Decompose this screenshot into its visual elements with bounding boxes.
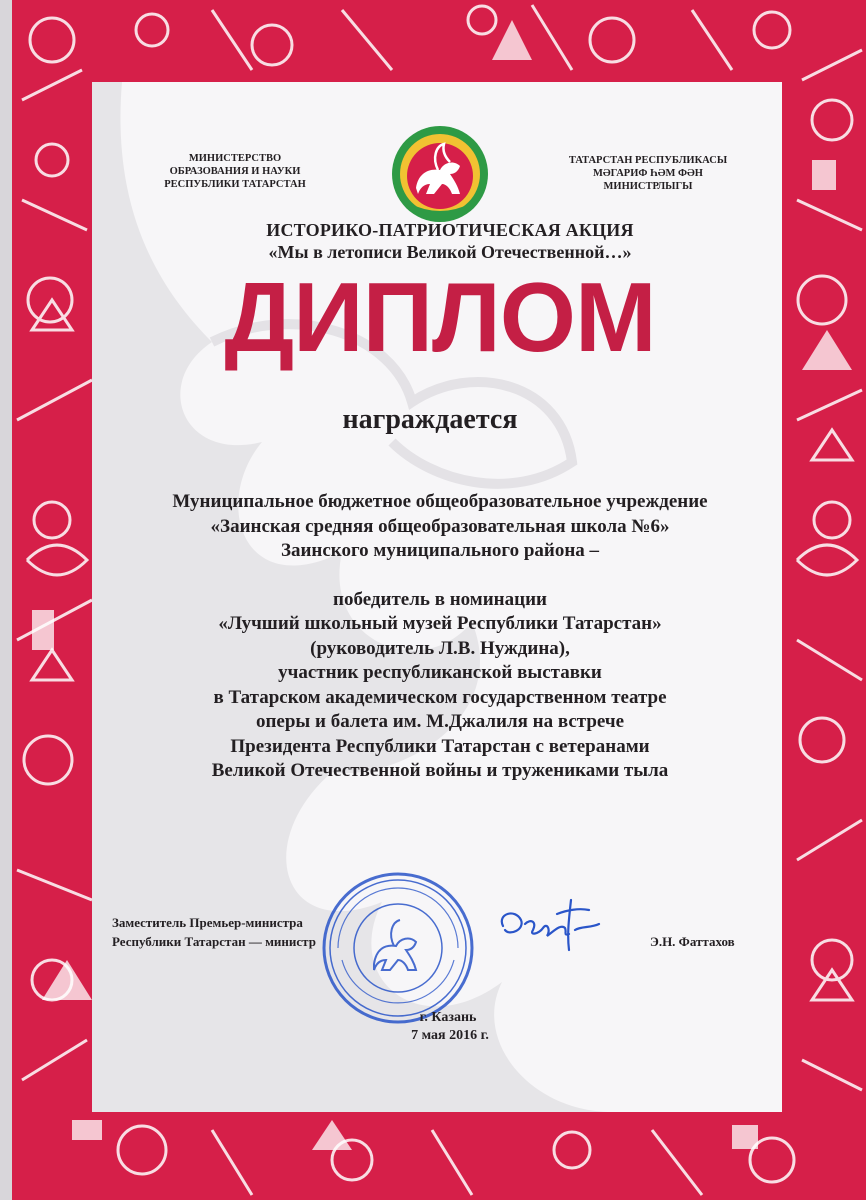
achievement-line: участник республиканской выставки (278, 662, 602, 683)
ministry-name-russian (140, 152, 330, 191)
recipient-line: «Заинская средняя общеобразовательная школа №6» (210, 515, 670, 537)
achievement-line: победитель в номинации (333, 588, 547, 610)
achievement-line: «Лучший школьный музей Республики Татарстан» (218, 613, 662, 634)
diploma-title: ДИПЛОМ (224, 262, 656, 372)
ministry-right-line: МӘГАРИФ ҺӘМ ФӘН (593, 168, 703, 179)
recipient-line: Муниципальное бюджетное общеобразовательное учреждение (172, 491, 708, 512)
action-name: «Мы в летописи Великой Отечественной…» (268, 242, 632, 262)
signatory-position-line: Республики Татарстан — министр (112, 934, 316, 949)
action-title: ИСТОРИКО-ПАТРИОТИЧЕСКАЯ АКЦИЯ (266, 220, 634, 240)
ministry-right-line: МИНИСТРЛЫГЫ (603, 181, 693, 192)
issue-date: 7 мая 2016 г. (411, 1028, 489, 1043)
ministry-right-line: ТАТАРСТАН РЕСПУБЛИКАСЫ (568, 155, 728, 166)
handwritten-signature (495, 890, 605, 960)
signatory-name: Э.Н. Фаттахов (650, 934, 735, 949)
ministry-left-line: РЕСПУБЛИКИ ТАТАРСТАН (164, 179, 306, 190)
ministry-left-line: ОБРАЗОВАНИЯ И НАУКИ (169, 166, 301, 177)
achievement-line: Президента Республики Татарстан с ветеранами (230, 735, 650, 757)
recipient-line: Заинского муниципального района – (280, 540, 600, 561)
award-text (100, 490, 780, 784)
awarded-label: награждается (342, 404, 518, 435)
achievement-line: (руководитель Л.В. Нуждина), (310, 637, 570, 659)
issue-place: г. Казань (419, 1010, 477, 1025)
ministry-left-line: МИНИСТЕРСТВО (188, 153, 282, 164)
tatarstan-emblem-icon (388, 122, 492, 226)
ministry-name-tatar (548, 154, 748, 193)
achievement-line: в Татарском академическом государственном театре (213, 686, 667, 708)
signatory-position (112, 913, 372, 951)
achievement-line: оперы и балета им. М.Джалиля на встрече (255, 711, 625, 732)
achievement-line: Великой Отечественной войны и тружениками тыла (211, 760, 669, 781)
signatory-position-line: Заместитель Премьер-министра (112, 915, 303, 930)
